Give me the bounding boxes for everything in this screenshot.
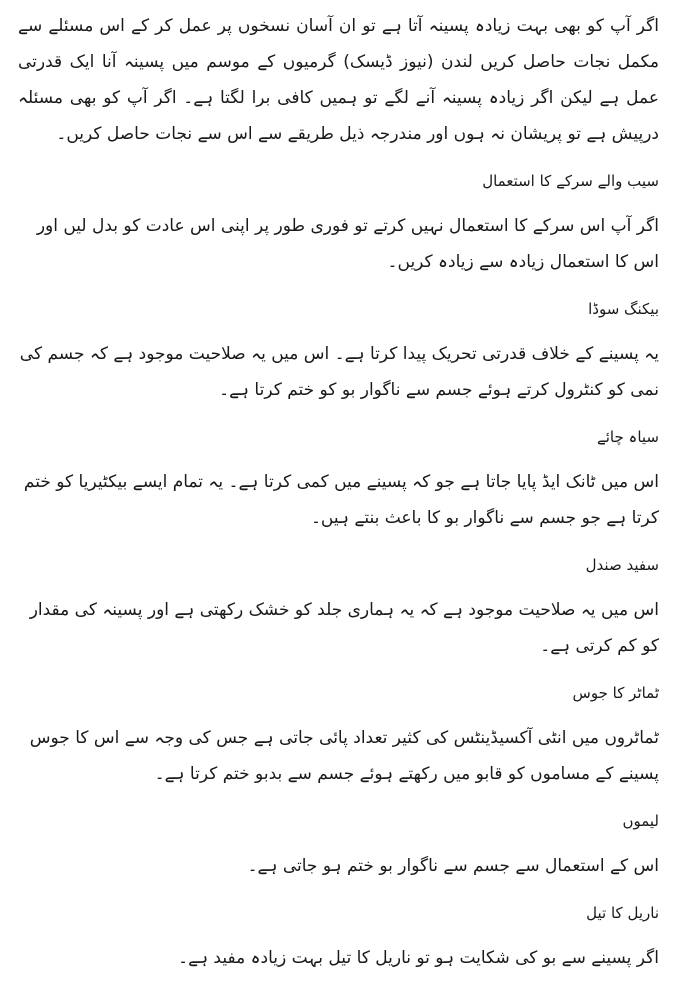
section-body: ٹماٹروں میں انٹی آکسیڈینٹس کی کثیر تعداد پائی جاتی ہے جس کی وجہ سے اس کا جوس پسینے کے مساموں کو قابو میں رکھتے ہوئے جسم سے بدبو ختم کرتا ہے۔ [29, 728, 659, 784]
section-heading: ٹماٹر کا جوس [572, 684, 659, 702]
section-white-sandalwood [18, 548, 659, 664]
section-heading: سفید صندل [585, 556, 659, 574]
section-heading: ناریل کا تیل [586, 904, 659, 922]
section-body: یہ پسینے کے خلاف قدرتی تحریک پیدا کرتا ہے۔ اس میں یہ صلاحیت موجود ہے کہ جسم کی نمی کو کنٹرول کرتے ہوئے جسم سے ناگوار بو کو ختم کرتا ہے۔ [19, 344, 659, 400]
section-body: اس میں یہ صلاحیت موجود ہے کہ یہ ہماری جلد کو خشک رکھتی ہے اور پسینہ کی مقدار کو کم کرتی ہے۔ [29, 600, 659, 656]
section-body: اگر آپ اس سرکے کا استعمال نہیں کرتے تو فوری طور پر اپنی اس عادت کو بدل لیں اور اس کا استعمال زیادہ سے زیادہ کریں۔ [36, 216, 659, 272]
section-heading: سیاہ چائے [596, 428, 659, 446]
section-tomato-juice [18, 676, 659, 792]
section-baking-soda [18, 292, 659, 408]
section-body: اس کے استعمال سے جسم سے ناگوار بو ختم ہو جاتی ہے۔ [247, 856, 659, 876]
section-coconut-oil [18, 896, 659, 976]
section-heading: لیموں [622, 812, 659, 830]
section-lemon [18, 804, 659, 884]
article [18, 8, 659, 988]
section-apple-cider-vinegar [18, 164, 659, 280]
section-black-tea [18, 420, 659, 536]
section-heading: بیکنگ سوڈا [588, 300, 659, 318]
section-body: اس میں ٹانک ایڈ پایا جاتا ہے جو کہ پسینے میں کمی کرتا ہے۔ یہ تمام ایسے بیکٹیریا کو ختم کرتا ہے جو جسم سے ناگوار بو کا باعث بنتے ہیں۔ [23, 472, 659, 528]
section-heading: سیب والے سرکے کا استعمال [482, 172, 659, 190]
section-body: اگر پسینے سے بو کی شکایت ہو تو ناریل کا تیل بہت زیادہ مفید ہے۔ [178, 948, 659, 968]
intro-paragraph: اگر آپ کو بھی بہت زیادہ پسینہ آتا ہے تو ان آسان نسخوں پر عمل کر کے اس مسئلے سے مکمل نجات حاصل کریں لندن (نیوز ڈیسک) گرمیوں کے موسم میں پسینہ آنا ایک قدرتی عمل ہے لیکن اگر زیادہ پسینہ آنے لگے تو ہمیں کافی برا لگتا ہے۔ اگر آپ کو بھی مسئلہ درپیش ہے تو پریشان نہ ہوں اور مندرجہ ذیل طریقے سے اس سے نجات حاصل کریں۔ [18, 16, 659, 144]
